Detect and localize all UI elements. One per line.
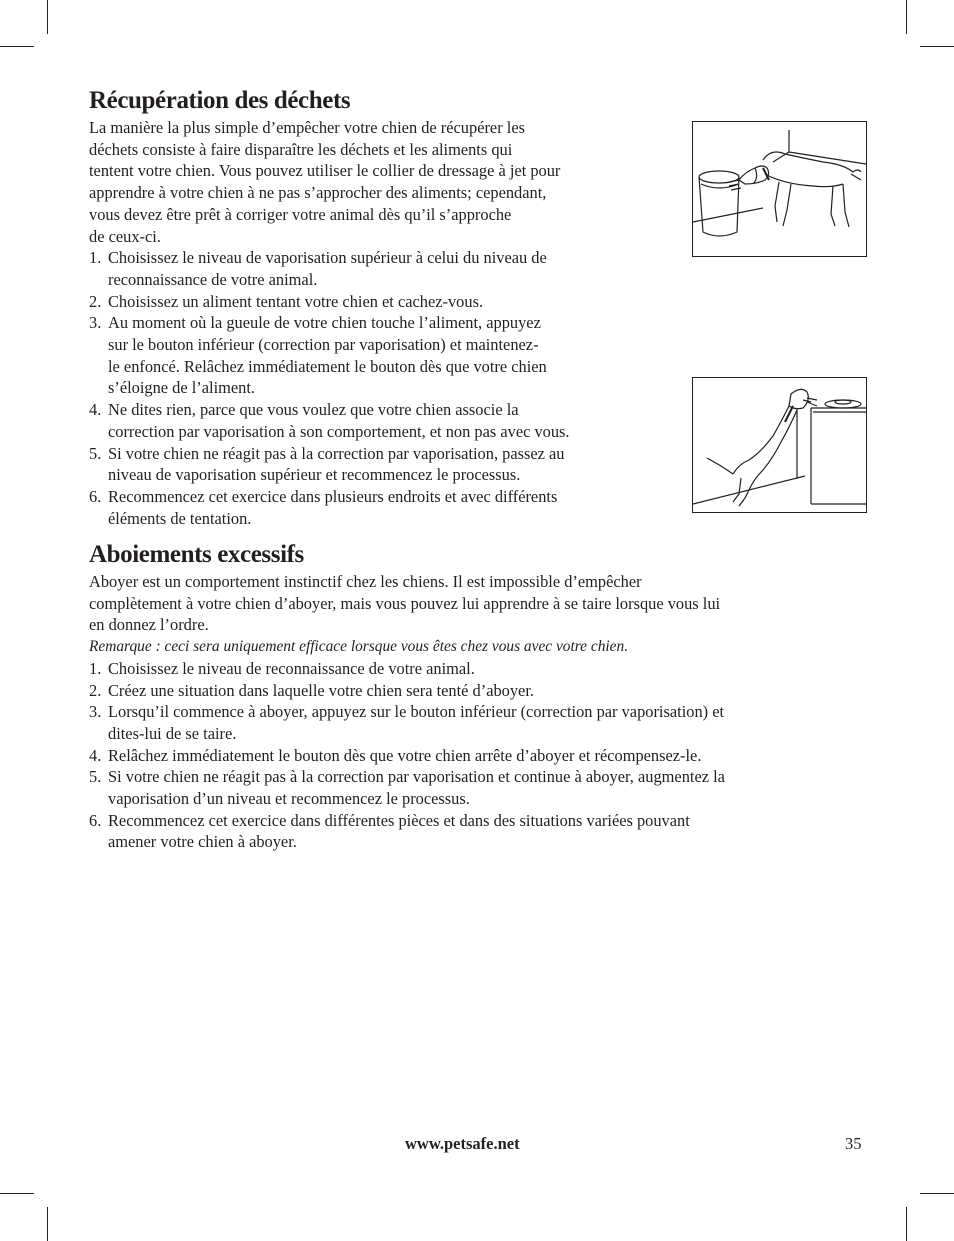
list-item: 3. Lorsqu’il commence à aboyer, appuyez sur le bouton inférieur (correction par vaporisation) et dites-lui de se taire. (89, 702, 725, 743)
list-item: 1. Choisissez le niveau de vaporisation supérieur à celui du niveau de reconnaissance de votre animal. (89, 248, 547, 289)
crop-mark (906, 1207, 907, 1241)
intro-line: de ceux-ci. (89, 226, 161, 246)
list-item: 5. Si votre chien ne réagit pas à la correction par vaporisation, passez au niveau de vaporisation supérieur et recommencez le processus. (89, 443, 565, 485)
dog-counter-icon (693, 378, 866, 512)
crop-mark (47, 1207, 48, 1241)
dog-counter-illustration (692, 377, 867, 513)
note-text: Remarque : ceci sera uniquement efficace lorsque vous êtes chez vous avec votre chien. (89, 638, 629, 656)
list-item: 4. Ne dites rien, parce que vous voulez que votre chien associe la correction par vaporisation à son comportement, et non pas avec vous. (89, 400, 570, 441)
list-item: 6. Recommencez cet exercice dans plusieurs endroits et avec différents éléments de tentation. (89, 486, 558, 528)
steps-list (89, 658, 859, 853)
intro-line: déchets consiste à faire disparaître les déchets et les aliments qui (89, 139, 513, 159)
intro-line: La manière la plus simple d’empêcher votre chien de récupérer les (89, 118, 525, 137)
intro-line: apprendre à votre chien à ne pas s’approcher des aliments; cependant, (89, 183, 547, 203)
footer-url: www.petsafe.net (405, 1134, 520, 1153)
crop-mark (906, 0, 907, 34)
crop-mark (0, 46, 34, 47)
intro-line: tentent votre chien. Vous pouvez utiliser le collier de dressage à jet pour (89, 161, 561, 181)
section-heading: Récupération des déchets (89, 87, 351, 114)
list-item: 1. Choisissez le niveau de reconnaissance de votre animal. (89, 658, 475, 678)
list-item: 5. Si votre chien ne réagit pas à la correction par vaporisation et continue à aboyer, augmentez la vaporisation d’un niveau et recommencez le processus. (89, 767, 725, 809)
list-item: 3. Au moment où la gueule de votre chien touche l’aliment, appuyez sur le bouton inférieur (correction par vaporisation) et maintenez- le enfoncé. Relâchez immédiatement le bouton dès que votre chien s’éloigne de l’aliment. (89, 313, 547, 398)
intro-line: en donnez l’ordre. (89, 615, 209, 635)
section-heading: Aboiements excessifs (89, 541, 304, 568)
section-barking (89, 540, 859, 853)
steps-list (89, 247, 679, 529)
intro-line: complètement à votre chien d’aboyer, mais vous pouvez lui apprendre à se taire lorsque vous lui (89, 593, 721, 613)
list-item: 6. Recommencez cet exercice dans différentes pièces et dans des situations variées pouvant amener votre chien à aboyer. (89, 810, 690, 852)
section-scavenging (89, 86, 679, 529)
page-number: 35 (845, 1134, 862, 1153)
list-item: 2. Créez une situation dans laquelle votre chien sera tenté d’aboyer. (89, 680, 534, 700)
dog-trash-icon (693, 122, 866, 256)
section-intro (89, 117, 679, 247)
crop-mark (47, 0, 48, 34)
crop-mark (920, 46, 954, 47)
list-item: 2. Choisissez un aliment tentant votre chien et cachez-vous. (89, 291, 484, 311)
intro-line: vous devez être prêt à corriger votre animal dès qu’il s’approche (89, 204, 512, 224)
dog-trash-illustration (692, 121, 867, 257)
list-item: 4. Relâchez immédiatement le bouton dès que votre chien arrête d’aboyer et récompensez-le. (89, 745, 702, 765)
intro-line: Aboyer est un comportement instinctif chez les chiens. Il est impossible d’empêcher (89, 572, 642, 591)
crop-mark (0, 1193, 34, 1194)
section-intro (89, 571, 859, 636)
crop-mark (920, 1193, 954, 1194)
